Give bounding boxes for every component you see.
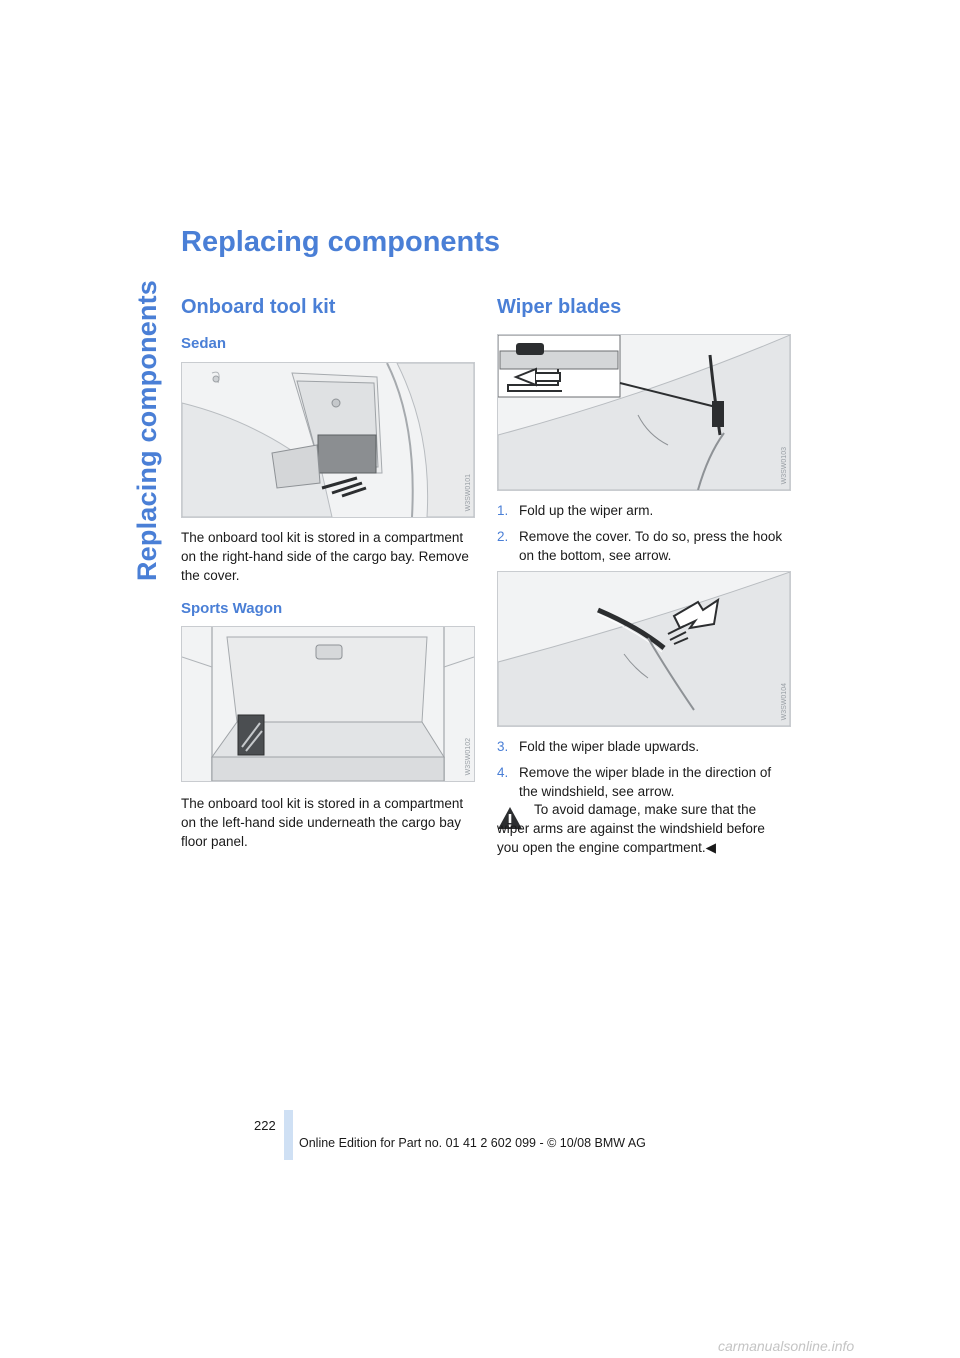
page-title: Replacing components: [181, 226, 501, 258]
wiper-steps-3-4: [497, 737, 789, 808]
wagon-trunk-illustration: [182, 627, 474, 781]
list-item: [497, 737, 789, 756]
sidebar-title-text: Replacing components: [132, 279, 163, 581]
list-item: [497, 763, 789, 801]
warning-text: To avoid damage, make sure that the wiper arms are against the windshield before you open the engine compartment.: [497, 802, 765, 855]
footer-bar: [284, 1110, 293, 1160]
step-number: 2.: [497, 529, 509, 544]
sidebar-section-title: [118, 230, 178, 630]
sports-wagon-heading: Sports Wagon: [181, 600, 283, 617]
sedan-heading: Sedan: [181, 335, 227, 352]
step-number: 4.: [497, 765, 509, 780]
wiper-blade-illustration: [498, 572, 790, 726]
step-text: Fold the wiper blade upwards.: [519, 739, 700, 754]
wagon-description: The onboard tool kit is stored in a compartment on the left-hand side underneath the cargo bay floor panel.: [181, 796, 464, 849]
wiper-cover-figure: [497, 334, 791, 491]
onboard-tool-kit-heading: Onboard tool kit: [181, 296, 336, 318]
figure-code: W3SW0102: [465, 737, 472, 775]
sedan-description: The onboard tool kit is stored in a compartment on the right-hand side of the cargo bay. Remove the cover.: [181, 530, 469, 583]
figure-code: W3SW0101: [465, 473, 472, 511]
wiper-cover-illustration: [498, 335, 790, 490]
step-text: Remove the cover. To do so, press the hook on the bottom, see arrow.: [519, 529, 783, 563]
warning-note: [497, 800, 789, 857]
sedan-trunk-illustration: [182, 363, 474, 517]
wiper-blade-figure: [497, 571, 791, 727]
step-number: 3.: [497, 739, 509, 754]
figure-code: W3SW0104: [781, 682, 788, 720]
list-item: [497, 527, 789, 565]
step-text: Remove the wiper blade in the direction of the windshield, see arrow.: [519, 765, 772, 799]
sedan-cargo-figure: [181, 362, 475, 518]
step-text: Fold up the wiper arm.: [519, 503, 654, 518]
wiper-steps-1-2: [497, 501, 789, 572]
edition-note: Online Edition for Part no. 01 41 2 602 099 - © 10/08 BMW AG: [299, 1136, 646, 1150]
step-number: 1.: [497, 503, 509, 518]
watermark: carmanualsonline.info: [718, 1338, 855, 1354]
figure-code: W3SW0103: [781, 446, 788, 484]
wiper-blades-heading: Wiper blades: [497, 296, 622, 318]
end-mark: ◀: [705, 840, 717, 855]
list-item: [497, 501, 789, 520]
page-number: 222: [254, 1118, 276, 1133]
wagon-cargo-figure: [181, 626, 475, 782]
